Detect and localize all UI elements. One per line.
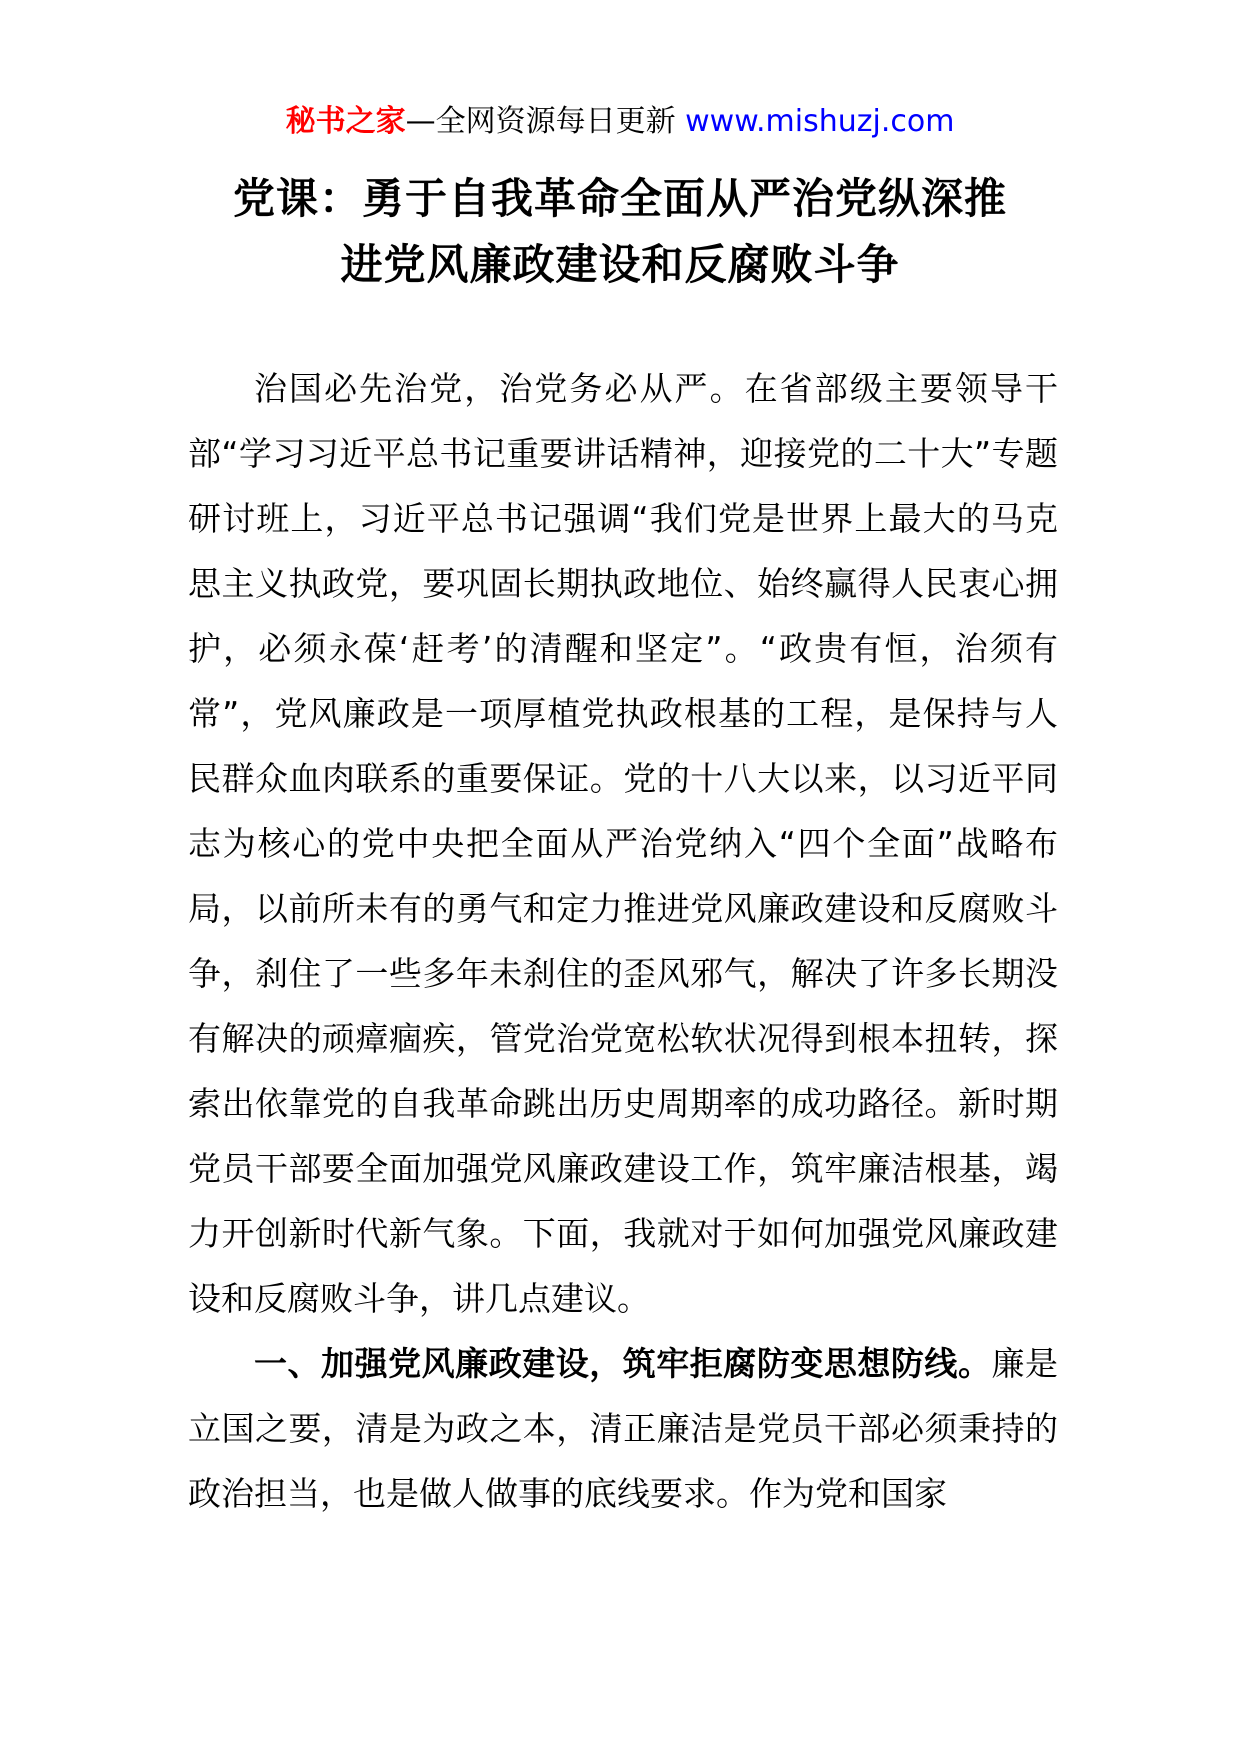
title-line-2: 进党风廉政建设和反腐败斗争 <box>340 240 900 289</box>
intro-paragraph: 治国必先治党，治党务必从严。在省部级主要领导干部“学习习近平总书记重要讲话精神，迎接党的二十大”专题研讨班上，习近平总书记强调“我们党是世界上最大的马克思主义执政党，要巩固长期执政地位、始终赢得人民衷心拥护，必须永葆‘赶考’的清醒和坚定”。“政贵有恒，治须有常”，党风廉政是一项厚植党执政根基的工程，是保持与人民群众血肉联系的重要保证。党的十八大以来，以习近平同志为核心的党中央把全面从严治党纳入“四个全面”战略布局，以前所未有的勇气和定力推进党风廉政建设和反腐败斗争，刹住了一些多年未刹住的歪风邪气，解决了许多长期没有解决的顽瘴痼疾，管党治党宽松软状况得到根本扭转，探索出依靠党的自我革命跳出历史周期率的成功路径。新时期党员干部要全面加强党风廉政建设工作，筑牢廉洁根基，竭力开创新时代新气象。下面，我就对于如何加强党风廉政建设和反腐败斗争，讲几点建议。 <box>188 369 1058 1318</box>
site-header <box>0 100 1240 144</box>
title-line-1: 党课：勇于自我革命全面从严治党纵深推 <box>232 174 1007 223</box>
site-url-link[interactable]: www.mishuzj.com <box>685 104 955 139</box>
header-tagline: —全网资源每日更新 <box>405 104 686 139</box>
brand-name: 秘书之家 <box>285 104 406 139</box>
section-1-paragraph <box>188 1331 1058 1526</box>
section-1-text: 廉是立国之要，清是为政之本，清正廉洁是党员干部必须秉持的政治担当，也是做人做事的底线要求。作为党和国家 <box>188 1344 1059 1513</box>
document-title <box>170 166 1070 298</box>
document-body <box>188 356 1058 1526</box>
section-1-heading: 一、加强党风廉政建设，筑牢拒腐防变思想防线。 <box>254 1344 992 1383</box>
